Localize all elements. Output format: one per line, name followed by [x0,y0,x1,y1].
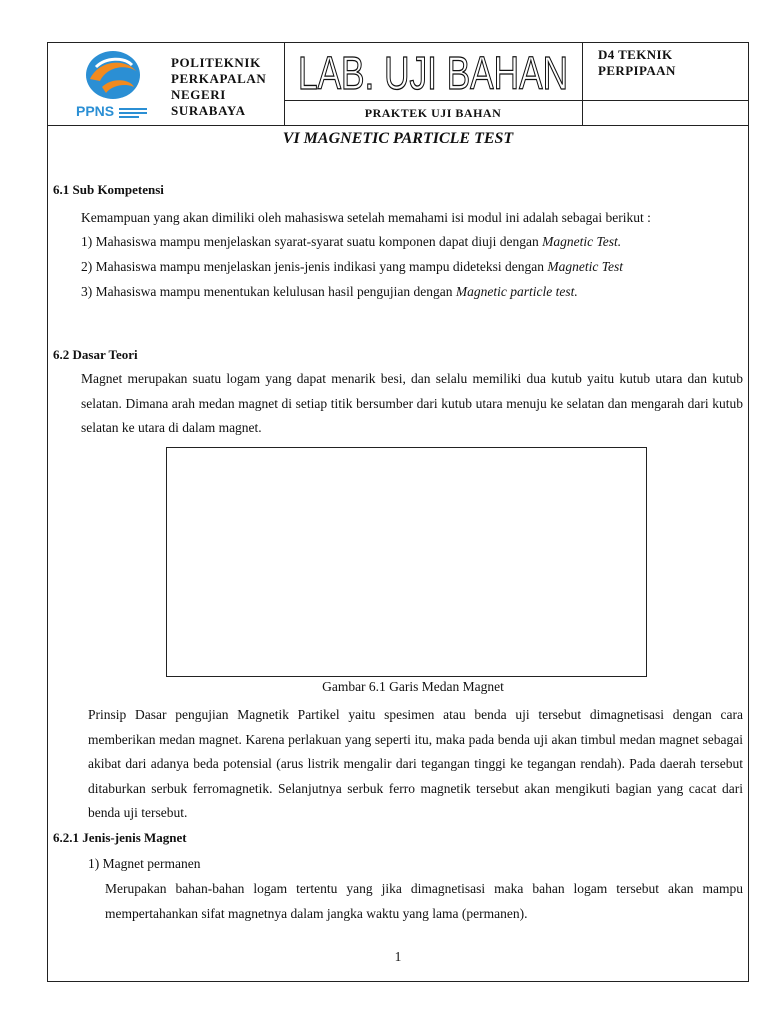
institution-line: PERKAPALAN [171,71,267,86]
figure-caption: Gambar 6.1 Garis Medan Magnet [322,679,504,694]
theory-paragraph: Magnet merupakan suatu logam yang dapat menarik besi, dan selalu memiliki dua kutub yaitu kutub utara dan kutub selatan. Dimana arah medan magnet di setiap titik bersumber dari kutub utara menuju ke selatan dan mengarah dari kutub selatan ke utara di dalam magnet. [81,371,743,435]
svg-text:PPNS: PPNS [76,103,115,119]
institution-line: NEGERI [171,87,226,102]
department-line: PERPIPAAN [598,63,676,78]
header-table [48,43,748,126]
magnet-type-description: Merupakan bahan-bahan logam tertentu yang jika dimagnetisasi maka bahan logam tersebut akan mampu mempertahankan sifat magnetnya dalam jangka waktu yang lama (permanen). [105,881,743,921]
practicum-subtitle: PRAKTEK UJI BAHAN [284,100,582,126]
principle-paragraph: Prinsip Dasar pengujian Magnetik Partikel yaitu spesimen atau benda uji tersebut dimagnetisasi dengan cara memberikan medan magnet. Karena perlakuan yang seperti itu, maka pada benda uji akan timbul medan magnet sebagai akibat dari adanya beda potensial (arus listrik mengalir dari tegangan tinggi ke tegangan rendah). Pada daerah tersebut ditaburkan serbuk ferromagnetik. Selanjutnya serbuk ferro magnetik tersebut akan mengikuti bagian yang cacat dari benda uji tersebut. [88,707,743,820]
chapter-title: VI MAGNETIC PARTICLE TEST [282,130,514,147]
page-number: 1 [394,949,402,964]
section-heading-6-1: 6.1 Sub Kompetensi [53,182,164,197]
lab-title [292,46,574,96]
header-divider [582,100,748,101]
department-line: D4 TEKNIK [598,47,673,62]
figure-placeholder [166,447,647,677]
competency-item: 2) Mahasiswa mampu menjelaskan jenis-jenis indikasi yang mampu dideteksi dengan Magnetic Test [81,259,624,274]
section-intro: Kemampuan yang akan dimiliki oleh mahasiswa setelah memahami isi modul ini adalah sebagai berikut : [81,210,651,225]
document-page [47,42,749,982]
ppns-logo [72,47,154,123]
competency-item: 1) Mahasiswa mampu menjelaskan syarat-syarat suatu komponen dapat diuji dengan Magnetic Test. [81,234,622,249]
header-title-cell [284,43,583,125]
section-heading-6-2-1: 6.2.1 Jenis-jenis Magnet [53,830,187,845]
section-heading-6-2: 6.2 Dasar Teori [53,347,138,362]
magnet-type-item: 1) Magnet permanen [88,856,201,871]
institution-line: SURABAYA [171,103,246,118]
header-institution-cell [48,43,285,125]
institution-name [171,55,266,119]
svg-text:LAB. UJI BAHAN: LAB. UJI BAHAN [298,47,568,96]
competency-item: 3) Mahasiswa mampu menentukan kelulusan hasil pengujian dengan Magnetic particle test. [81,284,578,299]
department-name [598,47,676,79]
institution-line: POLITEKNIK [171,55,261,70]
header-dept-cell [582,43,748,125]
